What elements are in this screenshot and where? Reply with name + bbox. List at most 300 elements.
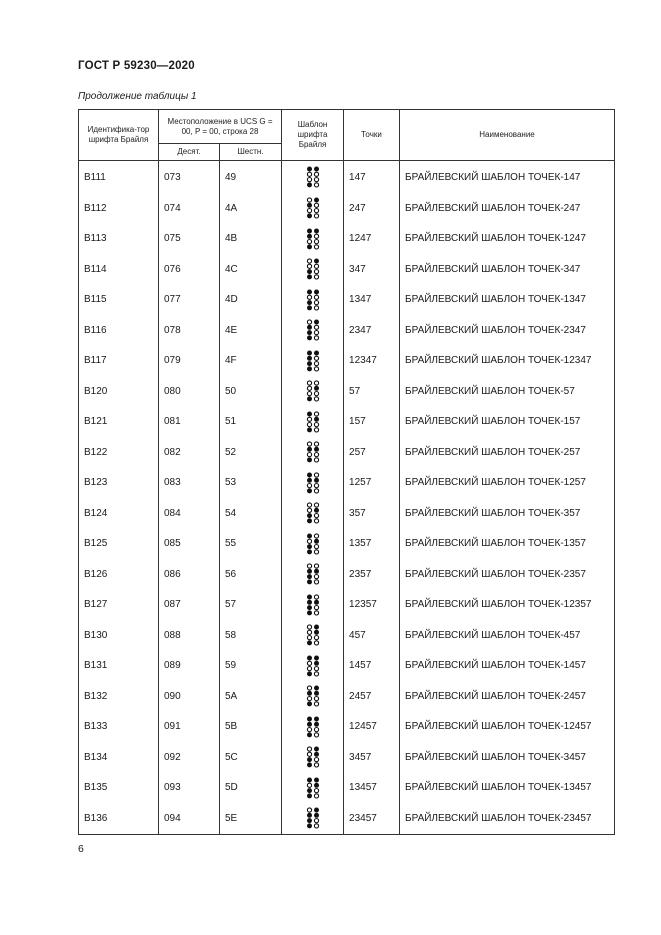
cell-hex: 4F <box>220 346 282 377</box>
cell-pattern <box>282 193 344 224</box>
braille-dot-3 <box>307 300 312 305</box>
braille-dot-3 <box>307 361 312 366</box>
braille-dot-4 <box>314 473 318 477</box>
cell-hex: 51 <box>220 407 282 438</box>
braille-dot-6 <box>314 727 318 731</box>
cell-pattern <box>282 620 344 651</box>
braille-dot-6 <box>314 209 318 213</box>
braille-dot-3 <box>307 818 312 823</box>
cell-id: B127 <box>79 590 159 621</box>
cell-dec: 081 <box>159 407 220 438</box>
table-row <box>79 407 615 438</box>
braille-dot-1 <box>307 259 311 263</box>
braille-dot-7 <box>307 702 312 707</box>
table-row <box>79 193 615 224</box>
braille-dot-7 <box>307 305 312 310</box>
braille-dot-5 <box>314 630 319 635</box>
braille-cell-icon <box>306 289 320 311</box>
cell-pattern <box>282 742 344 773</box>
cell-hex: 59 <box>220 651 282 682</box>
braille-dot-5 <box>314 691 319 696</box>
braille-cell-icon <box>306 685 320 707</box>
cell-pattern <box>282 590 344 621</box>
braille-dot-4 <box>314 534 318 538</box>
braille-dot-1 <box>307 381 311 385</box>
cell-name: БРАЙЛЕВСКИЙ ШАБЛОН ТОЧЕК-2357 <box>400 559 615 590</box>
braille-dot-3 <box>307 757 312 762</box>
cell-hex: 4D <box>220 285 282 316</box>
braille-dot-4 <box>314 747 319 752</box>
braille-dot-3 <box>307 269 312 274</box>
braille-dot-1 <box>307 777 312 782</box>
cell-dec: 080 <box>159 376 220 407</box>
cell-dec: 090 <box>159 681 220 712</box>
braille-dot-7 <box>307 580 312 585</box>
braille-dot-4 <box>314 777 319 782</box>
braille-dot-6 <box>314 239 318 243</box>
braille-dot-4 <box>314 564 318 568</box>
braille-dot-1 <box>307 533 312 538</box>
cell-dots: 147 <box>344 161 400 194</box>
braille-dot-5 <box>314 722 319 727</box>
table-body <box>79 161 615 835</box>
cell-name: БРАЙЛЕВСКИЙ ШАБЛОН ТОЧЕК-357 <box>400 498 615 529</box>
cell-name: БРАЙЛЕВСКИЙ ШАБЛОН ТОЧЕК-23457 <box>400 803 615 834</box>
braille-dot-8 <box>314 672 318 676</box>
braille-dot-4 <box>314 442 318 446</box>
braille-dot-3 <box>307 483 311 487</box>
braille-dot-2 <box>307 722 312 727</box>
braille-dot-5 <box>314 356 318 360</box>
braille-dot-2 <box>307 264 311 268</box>
braille-dot-8 <box>314 245 318 249</box>
braille-dot-2 <box>307 569 312 574</box>
braille-dot-4 <box>314 686 319 691</box>
cell-id: B125 <box>79 529 159 560</box>
cell-id: B112 <box>79 193 159 224</box>
braille-cell-icon <box>306 441 320 463</box>
braille-dot-1 <box>307 686 311 690</box>
cell-dots: 247 <box>344 193 400 224</box>
braille-dot-4 <box>314 167 319 172</box>
cell-dots: 347 <box>344 254 400 285</box>
table-row <box>79 437 615 468</box>
braille-dot-7 <box>307 519 312 524</box>
cell-pattern <box>282 254 344 285</box>
cell-id: B130 <box>79 620 159 651</box>
cell-name: БРАЙЛЕВСКИЙ ШАБЛОН ТОЧЕК-2457 <box>400 681 615 712</box>
braille-dot-6 <box>314 422 318 426</box>
braille-dot-3 <box>307 788 312 793</box>
braille-dot-1 <box>307 167 312 172</box>
braille-dot-3 <box>307 209 311 213</box>
braille-dot-4 <box>314 198 319 203</box>
cell-pattern <box>282 346 344 377</box>
braille-dot-8 <box>314 306 318 310</box>
braille-dot-1 <box>307 747 311 751</box>
braille-dot-5 <box>314 264 318 268</box>
table-row <box>79 803 615 834</box>
cell-dec: 086 <box>159 559 220 590</box>
cell-pattern <box>282 315 344 346</box>
braille-dot-7 <box>307 824 312 829</box>
table-row <box>79 742 615 773</box>
braille-cell-icon <box>306 563 320 585</box>
cell-name: БРАЙЛЕВСКИЙ ШАБЛОН ТОЧЕК-57 <box>400 376 615 407</box>
cell-dots: 12357 <box>344 590 400 621</box>
braille-dot-5 <box>314 203 318 207</box>
braille-dot-8 <box>314 641 318 645</box>
table-row <box>79 620 615 651</box>
braille-dot-4 <box>314 625 319 630</box>
braille-dot-6 <box>314 819 318 823</box>
column-header-id: Идентифика-тор шрифта Брайля <box>79 110 159 161</box>
braille-dot-5 <box>314 478 319 483</box>
braille-dot-5 <box>314 508 319 513</box>
table-row <box>79 285 615 316</box>
braille-dot-7 <box>307 397 312 402</box>
cell-hex: 55 <box>220 529 282 560</box>
braille-dot-2 <box>307 691 312 696</box>
cell-pattern <box>282 437 344 468</box>
table-row <box>79 224 615 255</box>
braille-dot-7 <box>307 610 312 615</box>
cell-name: БРАЙЛЕВСКИЙ ШАБЛОН ТОЧЕК-12457 <box>400 712 615 743</box>
cell-id: B132 <box>79 681 159 712</box>
cell-pattern <box>282 681 344 712</box>
cell-id: B124 <box>79 498 159 529</box>
cell-dec: 084 <box>159 498 220 529</box>
cell-pattern <box>282 712 344 743</box>
cell-name: БРАЙЛЕВСКИЙ ШАБЛОН ТОЧЕК-1257 <box>400 468 615 499</box>
cell-name: БРАЙЛЕВСКИЙ ШАБЛОН ТОЧЕК-1247 <box>400 224 615 255</box>
cell-dots: 1457 <box>344 651 400 682</box>
braille-dot-4 <box>314 716 319 721</box>
table-row <box>79 376 615 407</box>
braille-dot-8 <box>314 214 318 218</box>
braille-dot-6 <box>314 178 318 182</box>
cell-hex: 50 <box>220 376 282 407</box>
cell-dec: 075 <box>159 224 220 255</box>
braille-dot-2 <box>307 661 311 665</box>
braille-dot-3 <box>307 666 311 670</box>
cell-dots: 1357 <box>344 529 400 560</box>
braille-dot-3 <box>307 392 311 396</box>
braille-dot-4 <box>314 350 319 355</box>
braille-dot-1 <box>307 198 311 202</box>
braille-dot-6 <box>314 575 318 579</box>
cell-dec: 077 <box>159 285 220 316</box>
cell-hex: 57 <box>220 590 282 621</box>
braille-dot-6 <box>314 788 318 792</box>
braille-dot-6 <box>314 300 318 304</box>
cell-hex: 54 <box>220 498 282 529</box>
cell-dec: 082 <box>159 437 220 468</box>
braille-dot-1 <box>307 808 311 812</box>
braille-cell-icon <box>306 777 320 799</box>
braille-dot-4 <box>314 228 319 233</box>
cell-dots: 257 <box>344 437 400 468</box>
braille-dot-6 <box>314 697 318 701</box>
braille-dot-1 <box>307 228 312 233</box>
braille-dot-5 <box>314 386 319 391</box>
braille-dot-8 <box>314 550 318 554</box>
braille-cell-icon <box>306 716 320 738</box>
braille-dot-5 <box>314 325 318 329</box>
braille-dot-4 <box>314 595 318 599</box>
braille-dot-1 <box>307 472 312 477</box>
cell-dec: 083 <box>159 468 220 499</box>
cell-id: B123 <box>79 468 159 499</box>
braille-cell-icon <box>306 533 320 555</box>
cell-dec: 087 <box>159 590 220 621</box>
cell-pattern <box>282 285 344 316</box>
table-row <box>79 712 615 743</box>
braille-dot-7 <box>307 641 312 646</box>
cell-id: B111 <box>79 161 159 194</box>
braille-dot-2 <box>307 356 312 361</box>
cell-id: B136 <box>79 803 159 834</box>
cell-id: B117 <box>79 346 159 377</box>
cell-dec: 076 <box>159 254 220 285</box>
cell-hex: 5B <box>220 712 282 743</box>
braille-dot-4 <box>314 289 319 294</box>
table-row <box>79 315 615 346</box>
braille-cell-icon <box>306 319 320 341</box>
cell-dec: 085 <box>159 529 220 560</box>
cell-id: B122 <box>79 437 159 468</box>
braille-dot-4 <box>314 655 319 660</box>
braille-dot-1 <box>307 411 312 416</box>
table-row <box>79 681 615 712</box>
braille-dot-1 <box>307 350 312 355</box>
cell-dec: 078 <box>159 315 220 346</box>
cell-id: B115 <box>79 285 159 316</box>
braille-dot-3 <box>307 727 311 731</box>
cell-pattern <box>282 651 344 682</box>
cell-dots: 1247 <box>344 224 400 255</box>
braille-cell-icon <box>306 594 320 616</box>
braille-dot-6 <box>314 758 318 762</box>
cell-name: БРАЙЛЕВСКИЙ ШАБЛОН ТОЧЕК-257 <box>400 437 615 468</box>
cell-dots: 2457 <box>344 681 400 712</box>
cell-dec: 079 <box>159 346 220 377</box>
braille-dot-2 <box>307 783 311 787</box>
braille-dot-3 <box>307 330 312 335</box>
braille-dot-7 <box>307 732 312 737</box>
braille-dot-8 <box>314 458 318 462</box>
braille-dot-2 <box>307 386 311 390</box>
column-header-location: Местоположение в UCS G = 00, P = 00, строка 28 <box>159 110 282 144</box>
braille-table <box>78 109 615 835</box>
braille-dot-7 <box>307 427 312 432</box>
cell-dots: 457 <box>344 620 400 651</box>
braille-dot-1 <box>307 289 312 294</box>
cell-id: B133 <box>79 712 159 743</box>
braille-dot-8 <box>314 489 318 493</box>
table-row <box>79 254 615 285</box>
cell-name: БРАЙЛЕВСКИЙ ШАБЛОН ТОЧЕК-347 <box>400 254 615 285</box>
cell-hex: 5A <box>220 681 282 712</box>
braille-dot-6 <box>314 392 318 396</box>
cell-pattern <box>282 773 344 804</box>
braille-cell-icon <box>306 228 320 250</box>
cell-dots: 12457 <box>344 712 400 743</box>
braille-dot-8 <box>314 428 318 432</box>
cell-dec: 074 <box>159 193 220 224</box>
braille-dot-4 <box>314 259 319 264</box>
cell-name: БРАЙЛЕВСКИЙ ШАБЛОН ТОЧЕК-457 <box>400 620 615 651</box>
braille-dot-2 <box>307 172 311 176</box>
column-header-hex: Шестн. <box>220 144 282 161</box>
table-row <box>79 773 615 804</box>
cell-pattern <box>282 161 344 194</box>
cell-name: БРАЙЛЕВСКИЙ ШАБЛОН ТОЧЕК-247 <box>400 193 615 224</box>
braille-dot-5 <box>314 539 319 544</box>
column-header-dec: Десят. <box>159 144 220 161</box>
braille-dot-8 <box>314 367 318 371</box>
cell-pattern <box>282 224 344 255</box>
cell-dec: 089 <box>159 651 220 682</box>
cell-pattern <box>282 498 344 529</box>
cell-dec: 093 <box>159 773 220 804</box>
braille-dot-6 <box>314 270 318 274</box>
cell-dots: 1347 <box>344 285 400 316</box>
braille-cell-icon <box>306 380 320 402</box>
braille-dot-5 <box>314 447 319 452</box>
cell-hex: 53 <box>220 468 282 499</box>
braille-dot-1 <box>307 442 311 446</box>
braille-dot-7 <box>307 275 312 280</box>
braille-cell-icon <box>306 655 320 677</box>
braille-dot-2 <box>307 508 311 512</box>
braille-dot-8 <box>314 733 318 737</box>
cell-hex: 4E <box>220 315 282 346</box>
cell-hex: 49 <box>220 161 282 194</box>
braille-dot-4 <box>314 808 319 813</box>
cell-dots: 157 <box>344 407 400 438</box>
braille-dot-5 <box>314 234 318 238</box>
braille-dot-8 <box>314 794 318 798</box>
braille-cell-icon <box>306 350 320 372</box>
cell-pattern <box>282 559 344 590</box>
cell-dec: 091 <box>159 712 220 743</box>
braille-dot-7 <box>307 671 312 676</box>
cell-id: B134 <box>79 742 159 773</box>
cell-dots: 57 <box>344 376 400 407</box>
braille-dot-5 <box>314 783 319 788</box>
braille-dot-7 <box>307 488 312 493</box>
braille-cell-icon <box>306 411 320 433</box>
cell-dots: 357 <box>344 498 400 529</box>
braille-dot-2 <box>307 234 312 239</box>
braille-cell-icon <box>306 258 320 280</box>
cell-hex: 4B <box>220 224 282 255</box>
braille-dot-5 <box>314 417 319 422</box>
braille-cell-icon <box>306 166 320 188</box>
braille-dot-5 <box>314 813 319 818</box>
braille-dot-5 <box>314 661 319 666</box>
table-row <box>79 529 615 560</box>
braille-dot-1 <box>307 320 311 324</box>
braille-dot-3 <box>307 453 311 457</box>
braille-dot-2 <box>307 203 312 208</box>
cell-dots: 2357 <box>344 559 400 590</box>
braille-dot-8 <box>314 519 318 523</box>
braille-dot-8 <box>314 763 318 767</box>
braille-dot-7 <box>307 336 312 341</box>
braille-dot-6 <box>314 666 318 670</box>
braille-dot-5 <box>314 600 319 605</box>
table-row <box>79 651 615 682</box>
braille-dot-8 <box>314 702 318 706</box>
braille-dot-5 <box>314 569 319 574</box>
braille-dot-7 <box>307 214 312 219</box>
cell-dots: 2347 <box>344 315 400 346</box>
braille-dot-7 <box>307 366 312 371</box>
braille-dot-5 <box>314 295 318 299</box>
braille-dot-8 <box>314 336 318 340</box>
braille-dot-8 <box>314 611 318 615</box>
braille-dot-3 <box>307 513 312 518</box>
cell-dots: 3457 <box>344 742 400 773</box>
cell-name: БРАЙЛЕВСКИЙ ШАБЛОН ТОЧЕК-13457 <box>400 773 615 804</box>
braille-dot-7 <box>307 763 312 768</box>
braille-dot-6 <box>314 361 318 365</box>
cell-id: B114 <box>79 254 159 285</box>
braille-dot-3 <box>307 544 312 549</box>
braille-dot-2 <box>307 752 311 756</box>
braille-dot-2 <box>307 447 312 452</box>
braille-dot-2 <box>307 417 311 421</box>
braille-dot-2 <box>307 295 311 299</box>
cell-hex: 58 <box>220 620 282 651</box>
braille-dot-5 <box>314 752 319 757</box>
braille-dot-2 <box>307 630 311 634</box>
table-row <box>79 346 615 377</box>
cell-pattern <box>282 803 344 834</box>
cell-dots: 23457 <box>344 803 400 834</box>
cell-name: БРАЙЛЕВСКИЙ ШАБЛОН ТОЧЕК-1357 <box>400 529 615 560</box>
braille-dot-3 <box>307 697 311 701</box>
braille-dot-4 <box>314 320 319 325</box>
braille-dot-5 <box>314 172 318 176</box>
braille-cell-icon <box>306 624 320 646</box>
table-row <box>79 498 615 529</box>
braille-dot-1 <box>307 564 311 568</box>
cell-id: B120 <box>79 376 159 407</box>
braille-dot-7 <box>307 549 312 554</box>
braille-dot-1 <box>307 655 312 660</box>
braille-dot-6 <box>314 331 318 335</box>
cell-name: БРАЙЛЕВСКИЙ ШАБЛОН ТОЧЕК-1347 <box>400 285 615 316</box>
column-header-pattern: Шаблон шрифта Брайля <box>282 110 344 161</box>
braille-dot-1 <box>307 503 311 507</box>
cell-hex: 5C <box>220 742 282 773</box>
braille-cell-icon <box>306 472 320 494</box>
cell-dots: 12347 <box>344 346 400 377</box>
braille-dot-4 <box>314 381 318 385</box>
braille-dot-8 <box>314 275 318 279</box>
cell-dec: 094 <box>159 803 220 834</box>
cell-hex: 56 <box>220 559 282 590</box>
braille-dot-2 <box>307 478 312 483</box>
braille-cell-icon <box>306 746 320 768</box>
document-code: ГОСТ Р 59230—2020 <box>78 60 195 72</box>
cell-pattern <box>282 529 344 560</box>
braille-dot-6 <box>314 514 318 518</box>
braille-dot-3 <box>307 422 311 426</box>
